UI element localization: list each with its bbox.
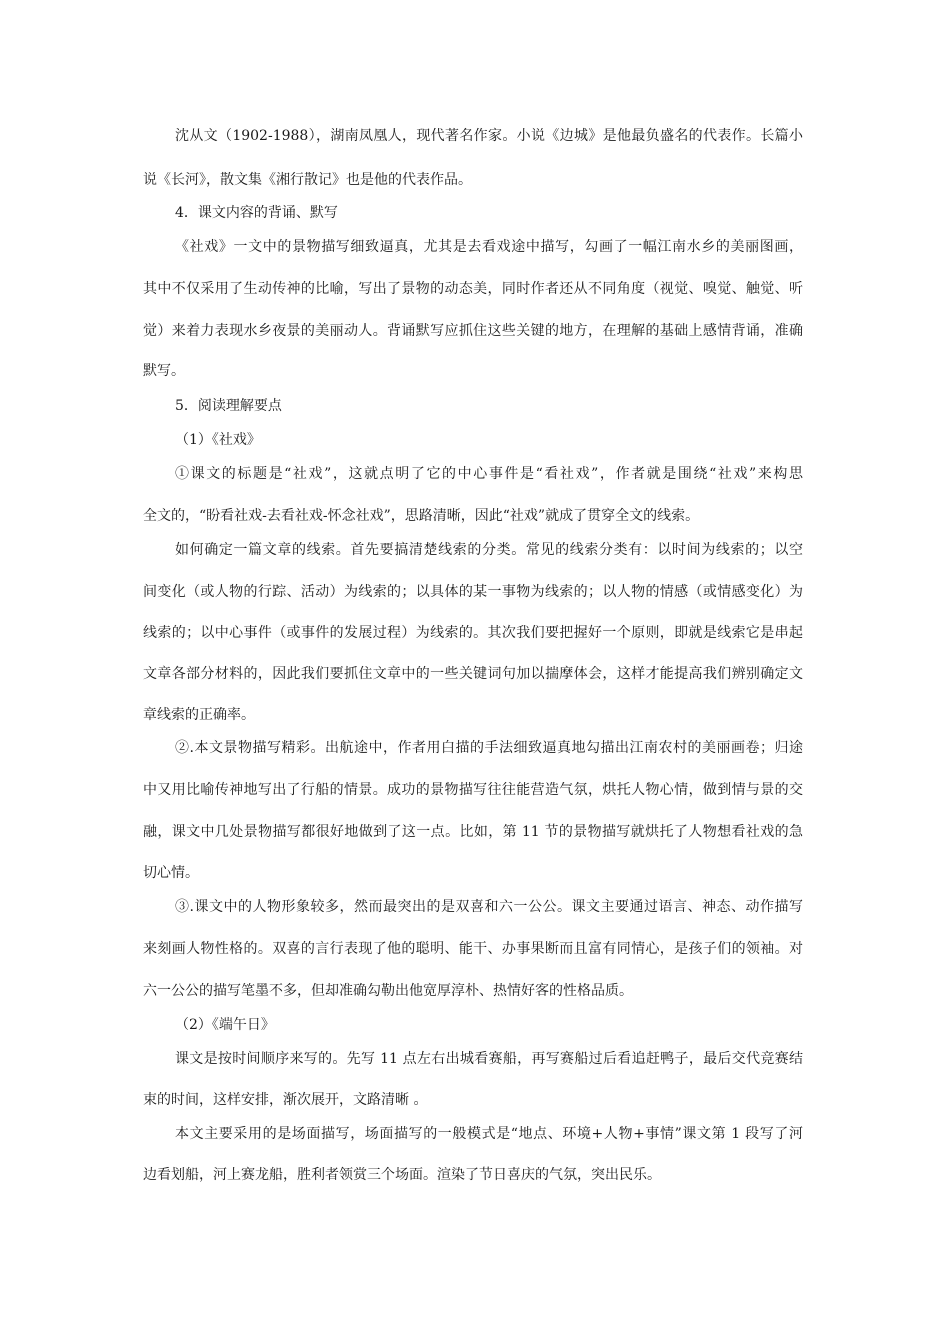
section-heading: 5．阅读理解要点 <box>175 398 282 414</box>
paragraph-line: 文章各部分材料的，因此我们要抓住文章中的一些关键词句加以揣摩体会，这样才能提高我们辨别确定文 <box>143 666 803 682</box>
paragraph-line: 间变化（或人物的行踪、活动）为线索的；以具体的某一事物为线索的；以人物的情感（或情感变化）为 <box>143 584 803 600</box>
paragraph-line: 来刻画人物性格的。双喜的言行表现了他的聪明、能干、办事果断而且富有同情心，是孩子们的领袖。对 <box>143 941 803 957</box>
subsection-heading: （2）《端午日》 <box>175 1017 275 1033</box>
paragraph-line: 束的时间，这样安排，渐次展开，文路清晰 。 <box>143 1092 428 1108</box>
paragraph-line: 本文主要采用的是场面描写，场面描写的一般模式是“地点、环境+人物+事情”课文第 1 段写了河 <box>175 1126 803 1142</box>
paragraph-line: 沈从文（1902-1988），湖南凤凰人，现代著名作家。小说《边城》是他最负盛名的代表作。长篇小 <box>175 128 803 144</box>
paragraph-line: 默写。 <box>143 363 185 379</box>
paragraph-line: 如何确定一篇文章的线索。首先要搞清楚线索的分类。常见的线索分类有：以时间为线索的；以空 <box>175 542 803 558</box>
section-heading: 4．课文内容的背诵、默写 <box>175 205 338 221</box>
paragraph-line: 边看划船，河上赛龙船，胜利者领赏三个场面。渲染了节日喜庆的气氛，突出民乐。 <box>143 1167 661 1183</box>
paragraph-line: 六一公公的描写笔墨不多，但却准确勾勒出他宽厚淳朴、热情好客的性格品质。 <box>143 983 633 999</box>
paragraph-line: 线索的；以中心事件（或事件的发展过程）为线索的。其次我们要把握好一个原则，即就是线索它是串起 <box>143 625 803 641</box>
paragraph-line: 说《长河》，散文集《湘行散记》也是他的代表作品。 <box>143 172 472 188</box>
subsection-heading: （1）《社戏》 <box>175 432 261 448</box>
paragraph-line: ①课文的标题是“社戏”，这就点明了它的中心事件是“看社戏”，作者就是围绕“社戏”来构思 <box>175 466 803 482</box>
paragraph-line: 章线索的正确率。 <box>143 707 255 723</box>
paragraph-line: 觉）来着力表现水乡夜景的美丽动人。背诵默写应抓住这些关键的地方，在理解的基础上感情背诵，准确 <box>143 323 803 339</box>
paragraph-line: 全文的，“盼看社戏-去看社戏-怀念社戏”，思路清晰，因此“社戏”就成了贯穿全文的线索。 <box>143 508 700 524</box>
paragraph-line: ②.本文景物描写精彩。出航途中，作者用白描的手法细致逼真地勾描出江南农村的美丽画卷；归途 <box>175 740 803 756</box>
paragraph-line: ③.课文中的人物形象较多，然而最突出的是双喜和六一公公。课文主要通过语言、神态、动作描写 <box>175 899 803 915</box>
paragraph-line: 课文是按时间顺序来写的。先写 11 点左右出城看赛船，再写赛船过后看追赶鸭子，最后交代竞赛结 <box>175 1051 803 1067</box>
paragraph-line: 《社戏》一文中的景物描写细致逼真，尤其是去看戏途中描写，勾画了一幅江南水乡的美丽图画， <box>175 239 803 255</box>
paragraph-line: 切心情。 <box>143 865 199 881</box>
paragraph-line: 中又用比喻传神地写出了行船的情景。成功的景物描写往往能营造气氛，烘托人物心情，做到情与景的交 <box>143 782 803 798</box>
paragraph-line: 其中不仅采用了生动传神的比喻，写出了景物的动态美，同时作者还从不同角度（视觉、嗅觉、触觉、听 <box>143 281 803 297</box>
paragraph-line: 融，课文中几处景物描写都很好地做到了这一点。比如，第 11 节的景物描写就烘托了人物想看社戏的急 <box>143 824 803 840</box>
